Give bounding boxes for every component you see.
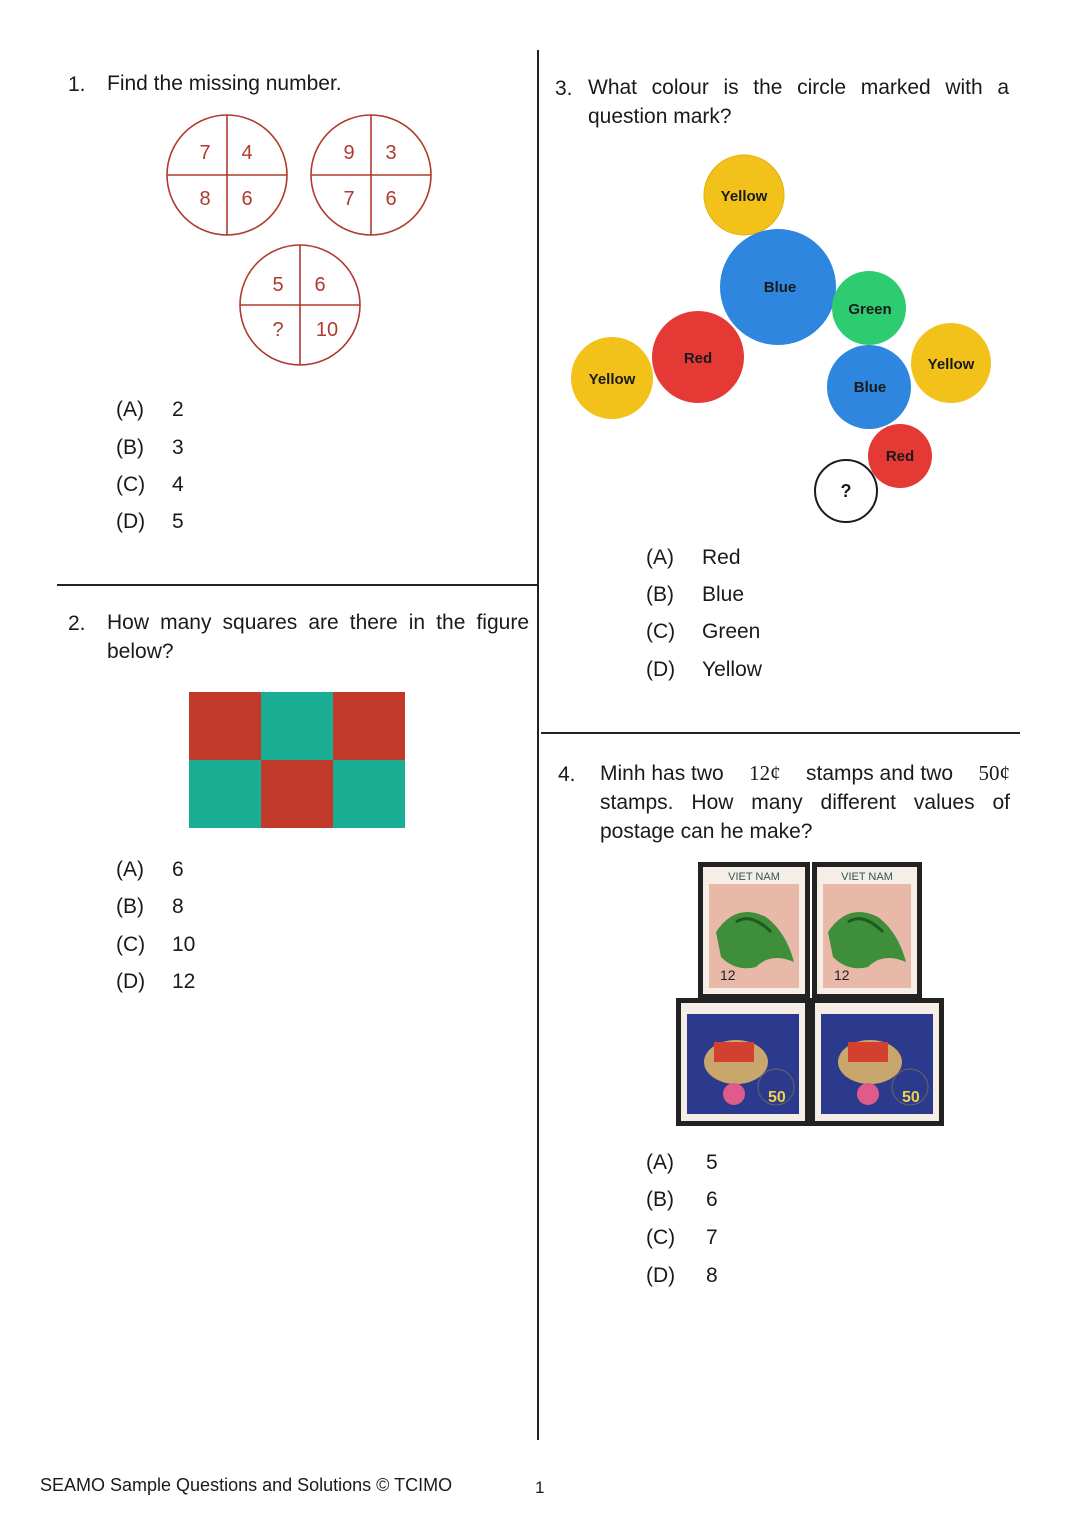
option-label: (B) bbox=[646, 583, 674, 606]
q3-bubble-figure bbox=[560, 145, 1000, 530]
option-label: (C) bbox=[116, 473, 146, 496]
option-label: (A) bbox=[116, 858, 144, 881]
bubble-blue-large bbox=[720, 229, 836, 345]
stamp-12-right bbox=[812, 862, 922, 999]
q1-c2-tr: 3 bbox=[385, 142, 397, 164]
option-value: 8 bbox=[172, 895, 184, 918]
q2-text-line1: How many squares are there in the figure bbox=[107, 611, 529, 634]
grid-cell-red bbox=[261, 760, 333, 828]
q1-c3-bl: ? bbox=[272, 319, 284, 341]
center-divider bbox=[537, 50, 539, 1440]
q3-text-line1: What colour is the circle marked with a bbox=[588, 76, 1009, 99]
grid-cell-teal bbox=[261, 692, 333, 760]
q1-circles-figure bbox=[150, 105, 450, 375]
option-value: 2 bbox=[172, 398, 184, 421]
option-label: (A) bbox=[116, 398, 144, 421]
q1-c3-tr: 6 bbox=[314, 274, 326, 296]
svg-text:Yellow: Yellow bbox=[927, 356, 975, 373]
option-value: Yellow bbox=[702, 658, 762, 681]
bubble-blue-small bbox=[827, 345, 911, 429]
q1-c1-bl: 8 bbox=[199, 188, 211, 210]
stamp-value: 12 bbox=[720, 967, 736, 983]
grid-cell-teal bbox=[333, 760, 405, 828]
option-value: 10 bbox=[172, 933, 196, 956]
q1-c2-tl: 9 bbox=[343, 142, 355, 164]
q1-number: 1. bbox=[68, 73, 86, 96]
option-label: (C) bbox=[646, 1226, 676, 1249]
option-value: Red bbox=[702, 546, 741, 569]
q3-text-line2: question mark? bbox=[588, 105, 732, 128]
stamp-50-right bbox=[810, 998, 944, 1126]
page-number: 1 bbox=[535, 1478, 545, 1497]
svg-text:?: ? bbox=[840, 481, 852, 501]
bubble-green bbox=[832, 271, 906, 345]
svg-text:Red: Red bbox=[683, 350, 713, 367]
q4-stamp-value-50: 50¢ bbox=[978, 761, 1010, 785]
bubble-yellow-right bbox=[911, 323, 991, 403]
q2-text-line2: below? bbox=[107, 640, 174, 663]
option-value: 3 bbox=[172, 436, 184, 459]
q3-q4-divider bbox=[541, 732, 1020, 734]
q1-c2-bl: 7 bbox=[343, 188, 355, 210]
q1-c3-br: 10 bbox=[315, 319, 339, 341]
option-label: (B) bbox=[646, 1188, 674, 1211]
option-label: (C) bbox=[646, 620, 676, 643]
option-value: Blue bbox=[702, 583, 745, 606]
stamp-value: 12 bbox=[834, 967, 850, 983]
stamp-country: VIET NAM bbox=[841, 871, 893, 883]
q3-number: 3. bbox=[555, 77, 573, 100]
stamp-50-left bbox=[676, 998, 810, 1126]
stamp-12-left bbox=[698, 862, 810, 999]
q1-c1-br: 6 bbox=[241, 188, 253, 210]
q1-c2-br: 6 bbox=[385, 188, 397, 210]
option-label: (C) bbox=[116, 933, 146, 956]
q1-q2-divider bbox=[57, 584, 538, 586]
q4-text-line2: stamps. How many different values of bbox=[600, 791, 1010, 814]
option-value: 4 bbox=[172, 473, 184, 496]
q4-number: 4. bbox=[558, 763, 576, 786]
q4-text-part: stamps and two bbox=[806, 762, 954, 785]
option-value: Green bbox=[702, 620, 761, 643]
q2-number: 2. bbox=[68, 612, 86, 635]
bubble-yellow-top bbox=[704, 155, 784, 235]
option-label: (A) bbox=[646, 546, 674, 569]
q4-text-line1 bbox=[600, 759, 1010, 788]
bubble-red-left bbox=[652, 311, 744, 403]
q2-square-grid bbox=[189, 692, 405, 828]
q1-c3-tl: 5 bbox=[272, 274, 284, 296]
bubble-question-mark bbox=[815, 460, 877, 522]
option-value: 5 bbox=[706, 1151, 718, 1174]
option-label: (A) bbox=[646, 1151, 674, 1174]
q4-stamps-image bbox=[676, 862, 946, 1128]
grid-cell-teal bbox=[189, 760, 261, 828]
stamp-country: VIET NAM bbox=[728, 871, 780, 883]
footer-text: SEAMO Sample Questions and Solutions © TCIMO bbox=[40, 1475, 453, 1495]
option-label: (D) bbox=[646, 1264, 676, 1287]
option-value: 8 bbox=[706, 1264, 718, 1287]
q1-c1-tr: 4 bbox=[241, 142, 253, 164]
svg-text:Blue: Blue bbox=[763, 279, 797, 296]
option-label: (D) bbox=[116, 970, 146, 993]
stamp-value: 50 bbox=[768, 1089, 786, 1106]
option-value: 5 bbox=[172, 510, 184, 533]
svg-text:Yellow: Yellow bbox=[588, 371, 636, 388]
option-label: (D) bbox=[646, 658, 676, 681]
q4-text-part: Minh has two bbox=[600, 762, 724, 785]
svg-text:Blue: Blue bbox=[853, 379, 887, 396]
q1-text: Find the missing number. bbox=[107, 72, 342, 95]
svg-text:Yellow: Yellow bbox=[720, 188, 768, 205]
option-value: 7 bbox=[706, 1226, 718, 1249]
option-label: (D) bbox=[116, 510, 146, 533]
svg-text:Green: Green bbox=[848, 301, 892, 318]
stamp-value: 50 bbox=[902, 1089, 920, 1106]
q4-stamp-value-12: 12¢ bbox=[749, 761, 781, 785]
option-label: (B) bbox=[116, 895, 144, 918]
grid-cell-red bbox=[189, 692, 261, 760]
option-value: 12 bbox=[172, 970, 196, 993]
option-value: 6 bbox=[172, 858, 184, 881]
bubble-yellow-left bbox=[571, 337, 653, 419]
bubble-red-small bbox=[868, 424, 932, 488]
grid-cell-red bbox=[333, 692, 405, 760]
svg-text:Red: Red bbox=[885, 448, 915, 465]
q4-text-line3: postage can he make? bbox=[600, 820, 813, 843]
q1-c1-tl: 7 bbox=[199, 142, 211, 164]
option-value: 6 bbox=[706, 1188, 718, 1211]
option-label: (B) bbox=[116, 436, 144, 459]
